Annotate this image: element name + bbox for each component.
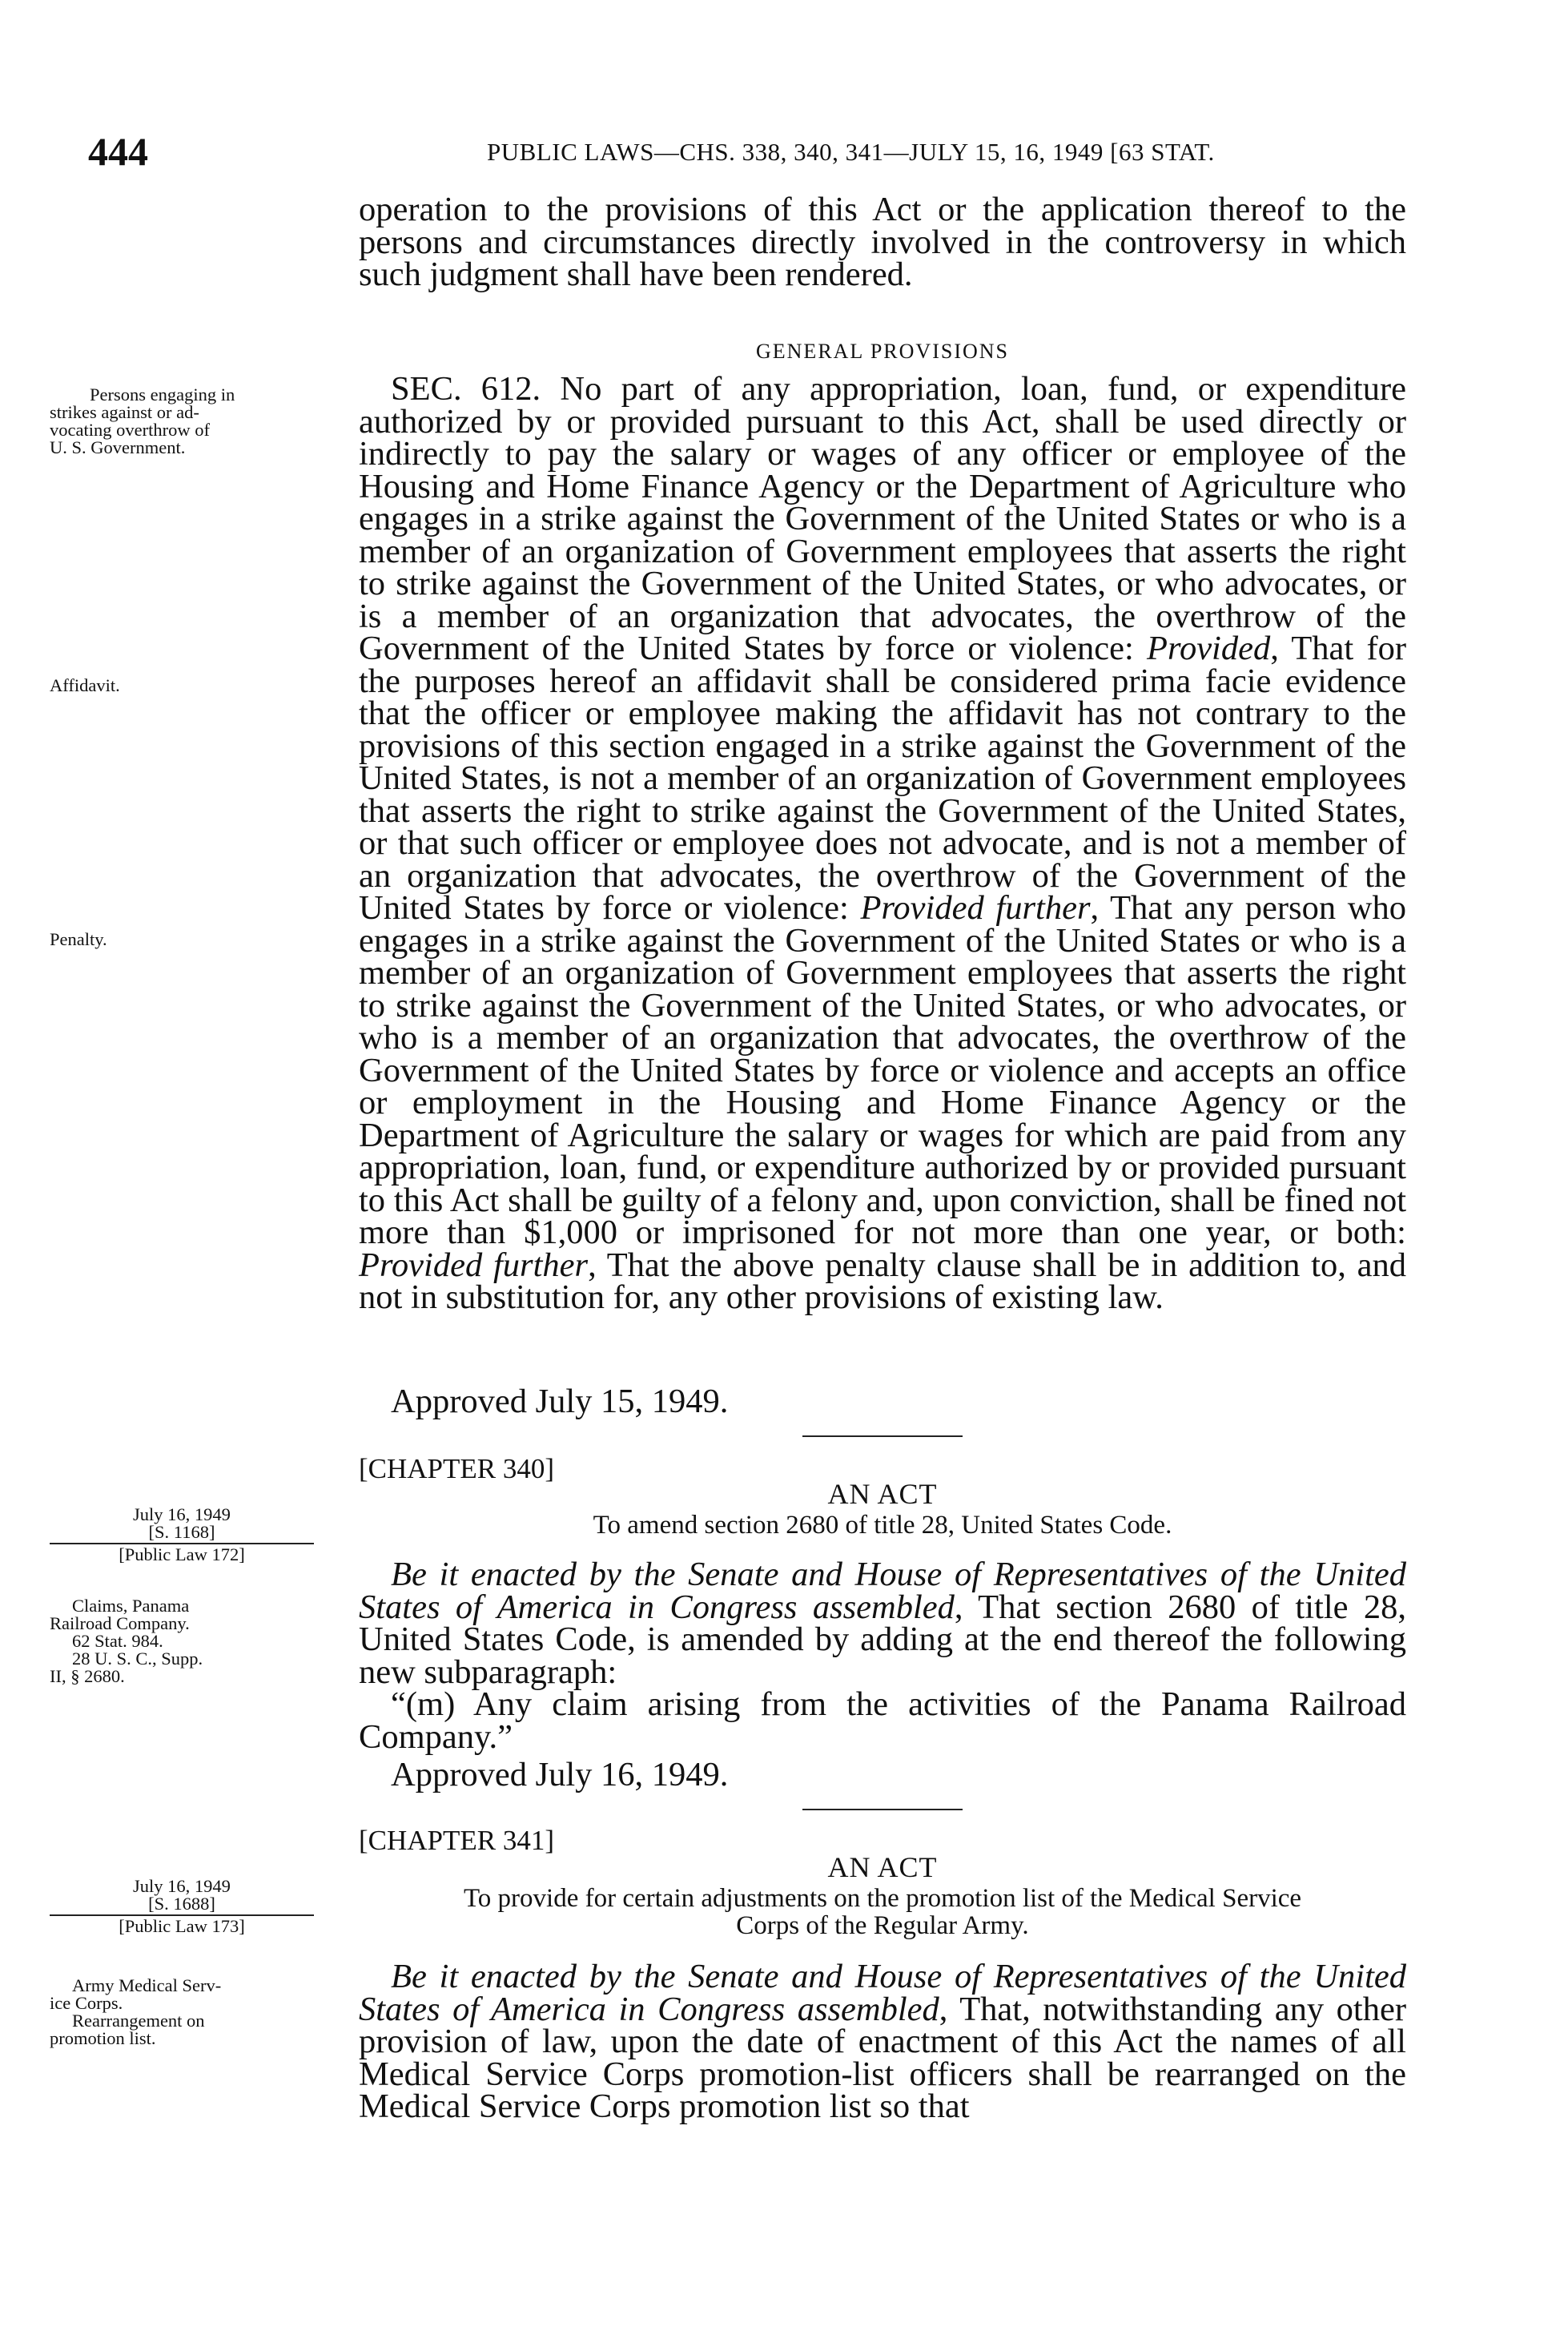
page-header bbox=[0, 128, 1568, 176]
sec612-part4: , That the above penalty clause shall be in addition to, and not in substitution for, any other provisions of existing law. bbox=[359, 1246, 1406, 1316]
chapter-340-body-text: , That section 2680 of title 28, United States Code, is amended by adding at the end thereof the following new subparagraph: bbox=[359, 1588, 1407, 1691]
margin-note-line: U. S. Government. bbox=[50, 437, 186, 457]
approved-date-2: Approved July 16, 1949. bbox=[391, 1756, 729, 1793]
margin-note-public-law: [Public Law 173] bbox=[50, 1914, 314, 1935]
chapter-340-description: To amend section 2680 of title 28, United States Code. bbox=[593, 1511, 1172, 1540]
margin-note-date: July 16, 1949 bbox=[133, 1504, 231, 1524]
margin-note-line: 28 U. S. C., Supp. bbox=[72, 1649, 203, 1669]
sec612-part3: , That any person who engages in a strike against the Government of the United States or who is a member of an organization of Government employees that asserts the right to strike against the Government of the United States, or who advocates, or who is a member of an organization that advocates, the overthrow of the Government of the United States by force or violence and accepts an office or employment in the Housing and Home Finance Agency or the Department of Agriculture the salary or wages for which are paid from any appropriation, loan, fund, or expenditure authorized by or provided pursuant to this Act shall be guilty of a felony and, upon conviction, shall be fined not more than $1,000 or imprisoned for not more than one year, or both: bbox=[359, 889, 1407, 1251]
chapter-340-an-act: AN ACT bbox=[827, 1478, 938, 1510]
margin-note-affidavit: Affidavit. bbox=[50, 675, 120, 695]
proviso-2: Provided further bbox=[860, 889, 1091, 927]
approved-date-1: Approved July 15, 1949. bbox=[391, 1383, 729, 1420]
proviso-1: Provided bbox=[1147, 630, 1271, 667]
chapter-341-body-text: , That, notwithstanding any other provision of law, upon the date of enactment of this Act the names of all Medical Service Corps promotion-list officers shall be rearranged on the Medical Service Corps promotion list so that bbox=[359, 1990, 1406, 2125]
margin-note-line: 62 Stat. 984. bbox=[72, 1631, 163, 1651]
chapter-341-description-1: To provide for certain adjustments on the promotion list of the Medical Service bbox=[463, 1884, 1302, 1913]
margin-note-penalty: Penalty. bbox=[50, 929, 107, 949]
margin-note-bill: [S. 1168] bbox=[148, 1522, 215, 1542]
chapter-340-quote: “(m) Any claim arising from the activities of the Panama Railroad Company.” bbox=[359, 1685, 1406, 1756]
margin-note-public-law-173 bbox=[50, 1878, 314, 1935]
margin-note-line: Rearrangement on bbox=[72, 2011, 205, 2031]
separator-rule-2 bbox=[802, 1809, 963, 1810]
margin-note-line: vocating overthrow of bbox=[50, 420, 210, 440]
margin-note-line: Claims, Panama bbox=[72, 1596, 190, 1616]
section-612 bbox=[359, 370, 1407, 1316]
chapter-341-description-2: Corps of the Regular Army. bbox=[736, 1911, 1029, 1940]
chapter-341-an-act: AN ACT bbox=[827, 1851, 938, 1883]
chapter-341-body bbox=[359, 1958, 1406, 2125]
separator-rule-1 bbox=[802, 1435, 963, 1437]
enacting-clause-340: Be it enacted by the Senate and House of Representatives of the United States of America in Congress assembled bbox=[359, 1556, 1406, 1626]
chapter-340-label: [CHAPTER 340] bbox=[359, 1453, 555, 1484]
margin-note-date: July 16, 1949 bbox=[133, 1876, 231, 1896]
enacting-clause-341: Be it enacted by the Senate and House of Representatives of the United States of America in Congress assembled bbox=[359, 1958, 1406, 2028]
chapter-341-label: [CHAPTER 341] bbox=[359, 1825, 555, 1856]
margin-note-bill: [S. 1688] bbox=[148, 1894, 215, 1914]
running-head: PUBLIC LAWS—CHS. 338, 340, 341—JULY 15, 16, 1949 [63 STAT. bbox=[487, 138, 1215, 166]
margin-note-line: II, § 2680. bbox=[50, 1666, 125, 1686]
page-number: 444 bbox=[88, 129, 148, 174]
proviso-3: Provided further bbox=[359, 1246, 589, 1284]
margin-note-line: Army Medical Serv- bbox=[72, 1975, 222, 1995]
margin-note-claims bbox=[50, 1597, 334, 1685]
margin-note-public-law: [Public Law 172] bbox=[50, 1543, 314, 1564]
margin-note-line: Railroad Company. bbox=[50, 1613, 190, 1633]
margin-note-line: Persons engaging in bbox=[90, 384, 235, 405]
margin-note-line: promotion list. bbox=[50, 2028, 156, 2048]
chapter-340-body bbox=[359, 1556, 1407, 1691]
margin-note-persons bbox=[50, 386, 334, 457]
sec612-part2: , That for the purposes hereof an affidavit shall be considered prima facie evidence that the officer or employee making the affidavit has not contrary to the provisions of this section engaged in a strike against the Government of the United States, is not a member of an organization of Government employees that asserts the right to strike against the Government of the United States, or that such officer or employee does not advocate, and is not a member of an organization that advocates, the overthrow of the Government of the United States by force or violence: bbox=[359, 630, 1406, 927]
continuation-paragraph: operation to the provisions of this Act or the application thereof to the persons and circumstances directly involved in the controversy in which such judgment shall have been rendered. bbox=[359, 191, 1406, 293]
margin-note-army bbox=[50, 1977, 334, 2047]
section-heading: GENERAL PROVISIONS bbox=[756, 340, 1009, 363]
margin-note-line: strikes against or ad- bbox=[50, 402, 199, 422]
margin-note-public-law-172 bbox=[50, 1506, 314, 1564]
sec612-part1: SEC. 612. No part of any appropriation, loan, fund, or expenditure authorized by or provided pursuant to this Act, shall be used directly or indirectly to pay the salary or wages of any officer or employee of the Housing and Home Finance Agency or the Department of Agriculture who engages in a strike against the Government of the United States or who is a member of an organization of Government employees that asserts the right to strike against the Government of the United States, or who advocates, or is a member of an organization that advocates, the overthrow of the Government of the United States by force or violence: bbox=[359, 370, 1406, 667]
margin-note-line: ice Corps. bbox=[50, 1993, 123, 2013]
